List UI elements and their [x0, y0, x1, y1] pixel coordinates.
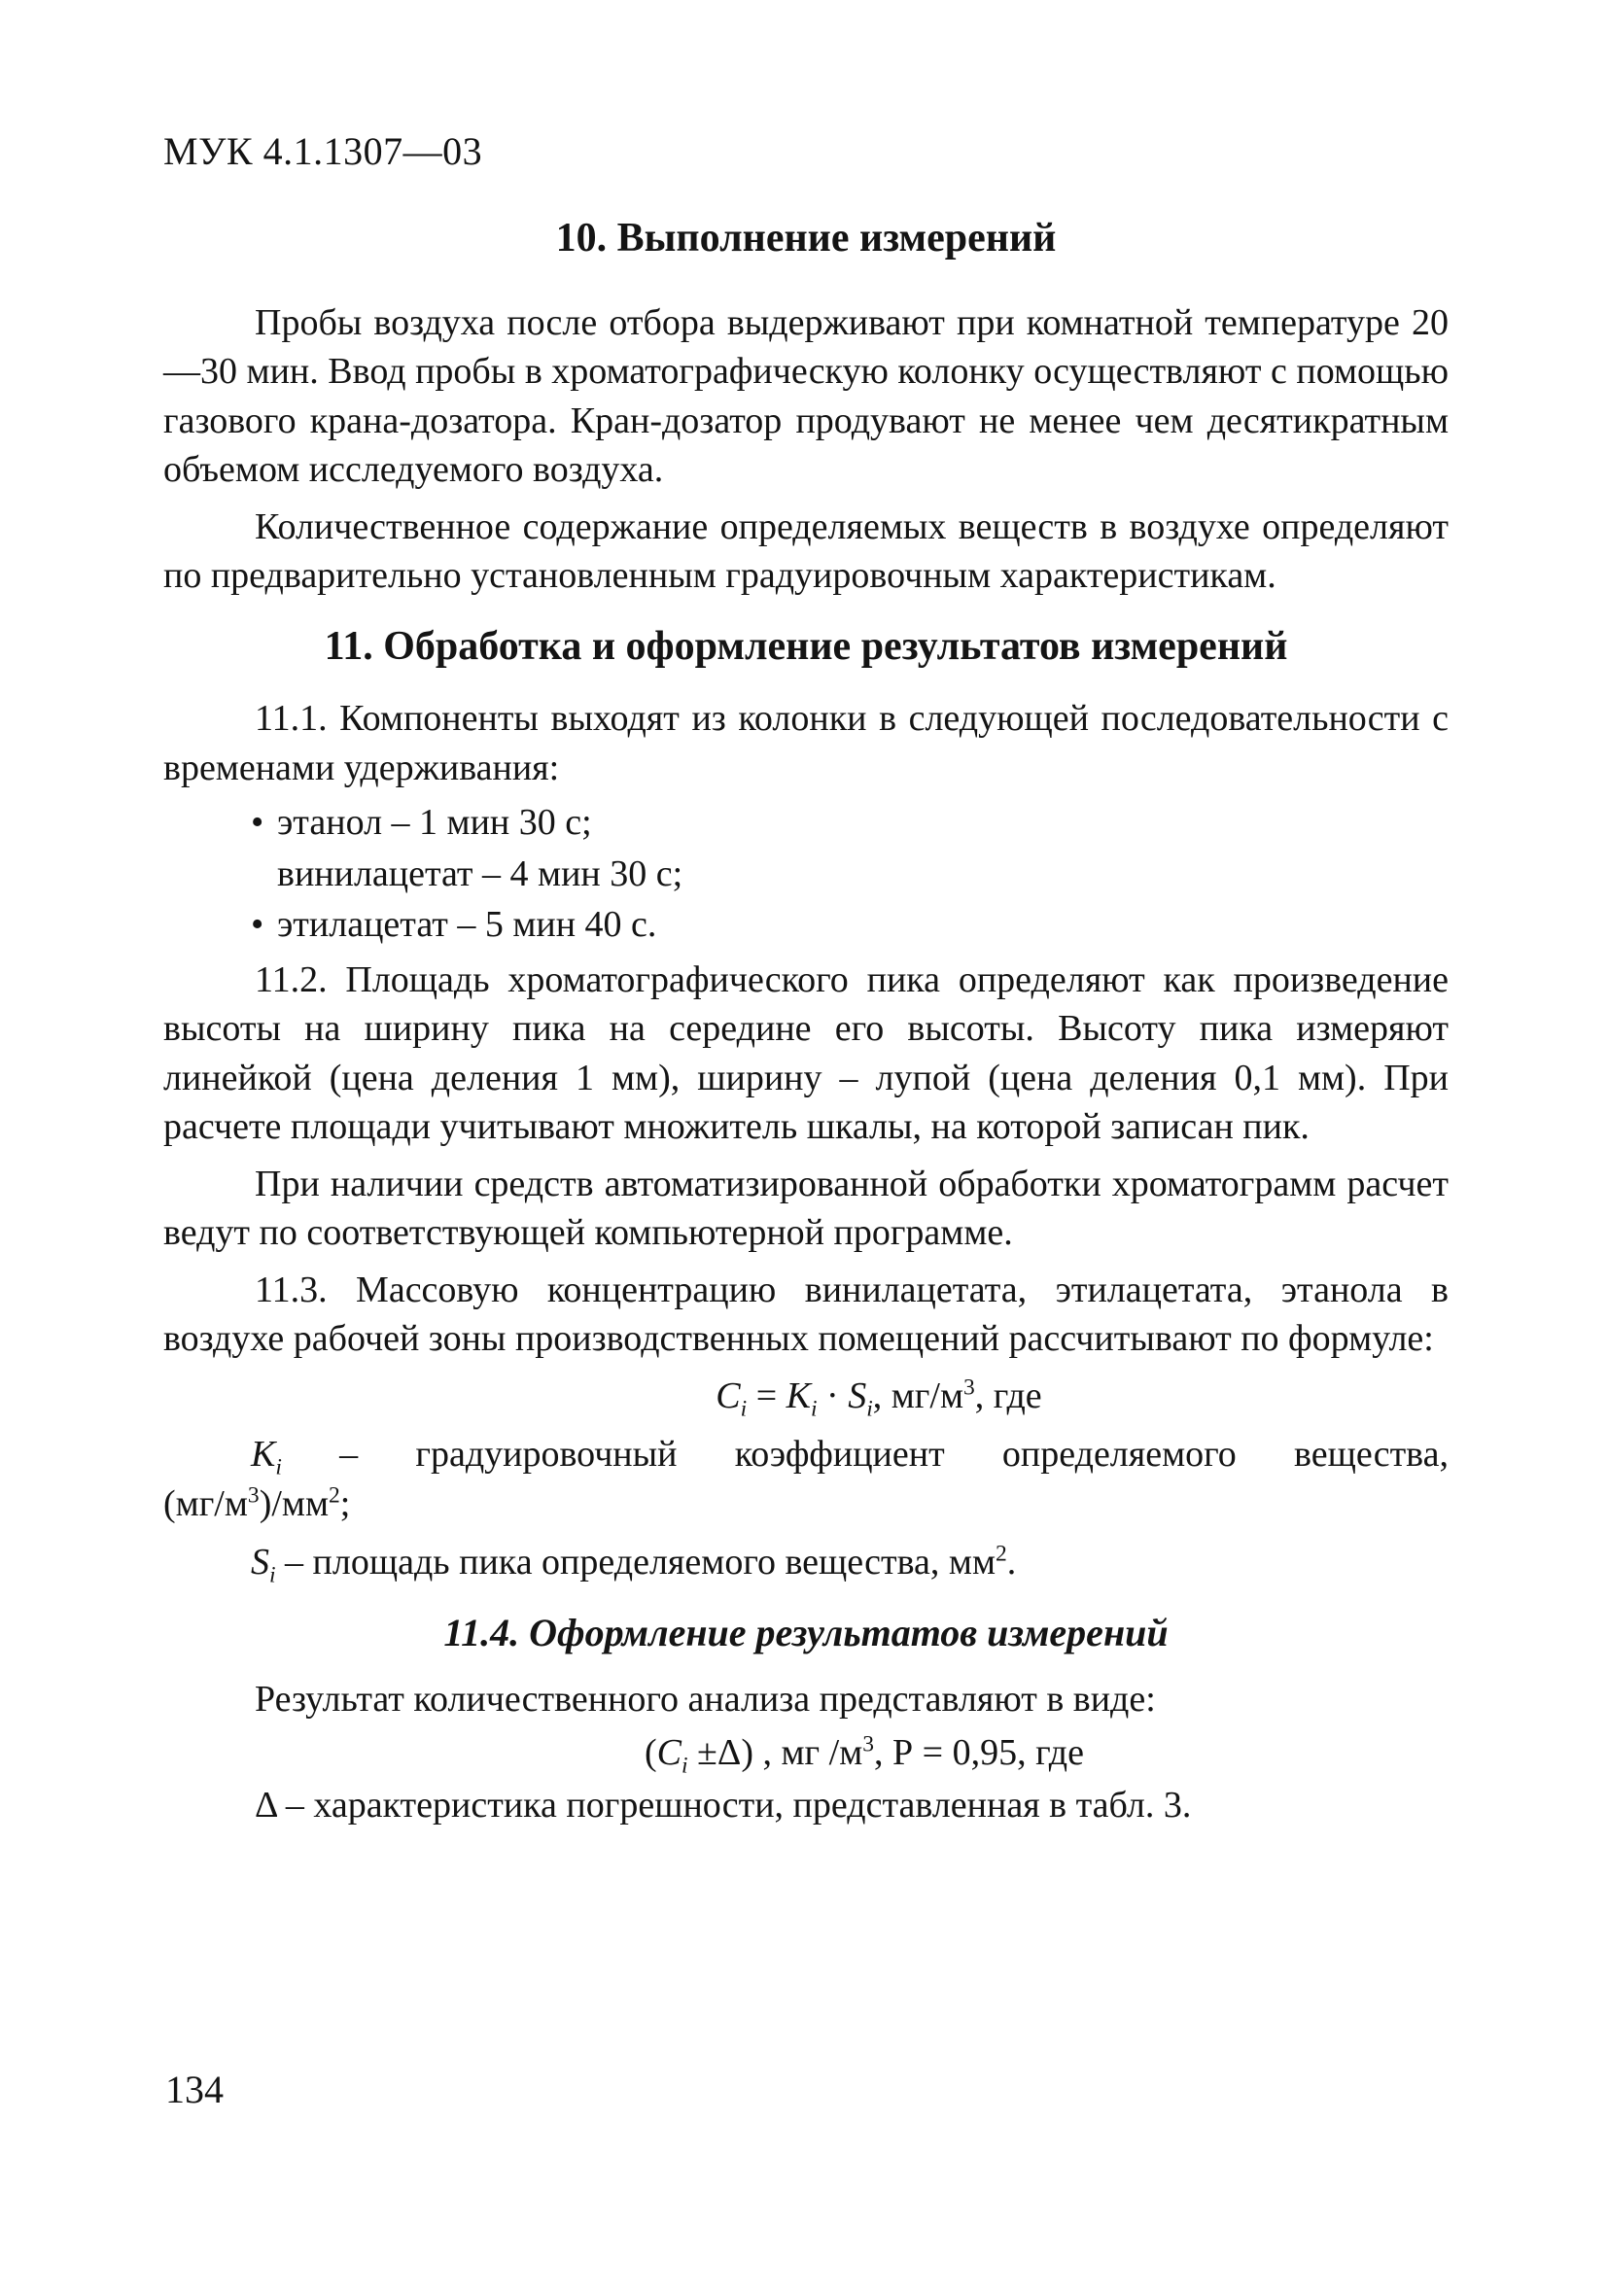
ki-subscript: i: [275, 1454, 282, 1480]
section-10-paragraph-1: Пробы воздуха после отбора выдерживают при комнатной температуре 20—30 мин. Ввод пробы в хроматографическую колонку осуществляют с помощью газового крана-дозатора. Кран-дозатор продувают не менее чем десятикратным объемом исследуемого воздуха.: [163, 301, 1449, 490]
bullet-icon: •: [251, 904, 264, 945]
ki-units-superscript: 2: [329, 1481, 340, 1508]
ki-units-part: (мг/м: [163, 1482, 248, 1524]
list-item-text: этанол – 1 мин 30 с;: [277, 802, 592, 843]
formula-subscript: i: [866, 1396, 873, 1422]
result-formula-paren: (: [644, 1731, 657, 1773]
paragraph-11-3: 11.3. Массовую концентрацию винилацетата, этилацетата, этанола в воздухе рабочей зоны производственных помещений рассчитывают по формуле:: [163, 1269, 1449, 1359]
ki-word: –: [339, 1434, 359, 1475]
ki-definition: [163, 1430, 1449, 1479]
si-definition-text: – площадь пика определяемого вещества, мм: [275, 1542, 996, 1583]
formula-s-symbol: S: [848, 1374, 867, 1416]
delta-definition: Δ – характеристика погрешности, представленная в табл. 3.: [255, 1785, 1192, 1826]
running-head: МУК 4.1.1307—03: [163, 129, 483, 173]
ki-word: коэффициент: [734, 1434, 945, 1475]
formula-k-symbol: K: [786, 1374, 811, 1416]
paragraph-11-2-automation: При наличии средств автоматизированной обработки хроматограмм расчет ведут по соответствующей компьютерной программе.: [163, 1163, 1449, 1253]
result-superscript: 3: [862, 1730, 875, 1757]
ki-units-superscript: 3: [247, 1481, 260, 1508]
formula-superscript: 3: [963, 1374, 975, 1400]
list-item: [163, 798, 1449, 848]
result-subscript: i: [682, 1753, 688, 1779]
paragraph-11-1: 11.1. Компоненты выходят из колонки в следующей последовательности с временами удерживания:: [163, 698, 1449, 788]
list-item: [163, 900, 1449, 950]
formula-subscript: i: [740, 1396, 748, 1422]
ki-units-part: )/мм: [259, 1482, 329, 1524]
formula-c-symbol: C: [716, 1374, 741, 1416]
si-definition: [163, 1538, 1449, 1587]
formula-equals: =: [747, 1374, 787, 1416]
ki-word: градуировочный: [415, 1434, 678, 1475]
si-subscript: i: [269, 1562, 276, 1588]
ki-units-part: ;: [339, 1482, 351, 1524]
page-number: 134: [165, 2068, 224, 2111]
result-formula: [163, 1728, 1449, 1778]
si-superscript: 2: [996, 1541, 1007, 1567]
section-10-heading: 10. Выполнение измерений: [555, 216, 1057, 261]
ki-word: определяемого: [1001, 1434, 1237, 1475]
concentration-formula: [163, 1372, 1449, 1421]
retention-times-list: [163, 798, 1449, 950]
bullet-icon: •: [251, 802, 264, 843]
formula-where: , где: [974, 1374, 1042, 1416]
ki-symbol: K: [251, 1434, 276, 1475]
result-plusminus: ±Δ): [687, 1731, 753, 1773]
formula-subscript: i: [811, 1396, 818, 1422]
list-item-text: винилацетат – 4 мин 30 с;: [277, 852, 683, 894]
si-end: .: [1006, 1542, 1017, 1583]
si-symbol: S: [251, 1542, 269, 1583]
result-c-symbol: C: [656, 1731, 682, 1773]
document-body: [163, 214, 1449, 1830]
list-item: [163, 850, 1449, 899]
result-intro: Результат количественного анализа представляют в виде:: [255, 1679, 1156, 1720]
formula-dot: ·: [817, 1374, 849, 1416]
formula-units: , мг/м: [872, 1374, 963, 1416]
result-units: , мг /м: [753, 1731, 863, 1773]
ki-definition-units: [163, 1479, 1449, 1529]
paragraph-11-2: 11.2. Площадь хроматографического пика определяют как произведение высоты на ширину пика на середине его высоты. Высоту пика измеряют линейкой (цена деления 1 мм), ширину – лупой (цена деления 0,1 мм). При расчете площади учитывают множитель шкалы, на которой записан пик.: [163, 958, 1449, 1147]
section-10-paragraph-2: Количественное содержание определяемых веществ в воздухе определяют по предварительно установленным градуировочным характеристикам.: [163, 505, 1449, 596]
list-item-text: этилацетат – 5 мин 40 с.: [277, 904, 657, 945]
ki-word: вещества,: [1294, 1434, 1449, 1475]
result-probability: , Р = 0,95, где: [874, 1731, 1084, 1773]
section-11-heading: 11. Обработка и оформление результатов измерений: [324, 623, 1288, 669]
section-11-4-heading: 11.4. Оформление результатов измерений: [443, 1610, 1169, 1654]
